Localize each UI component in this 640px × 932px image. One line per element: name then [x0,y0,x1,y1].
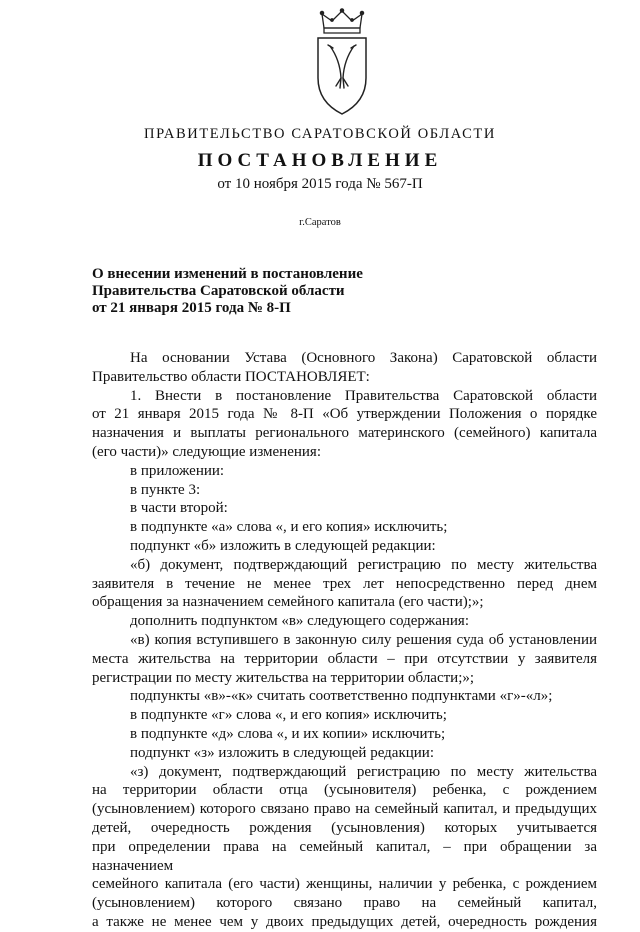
document-city: г.Саратов [299,217,341,228]
body-line: «б) документ, подтверждающий регистрацию по месту жительства [130,556,597,573]
body-line: подпункты «в»-«к» считать соответственно подпунктами «г»-«л»; [130,688,553,705]
body-line: На основании Устава (Основного Закона) Саратовской области [130,350,597,366]
body-line: семейного капитала (его части) женщины, наличии у ребенка, с рождением [92,876,597,893]
subject-line: О внесении изменений в постановление [92,266,363,282]
body-line: в пункте 3: [130,481,201,498]
body-line: подпункт «б» изложить в следующей редакции: [130,537,436,554]
body-line: «з) документ, подтверждающий регистрацию по месту жительства [130,763,597,780]
body-line: назначения и выплаты регионального материнского (семейного) капитала [92,425,597,442]
body-line: а также не менее чем у двоих предыдущих детей, очередность рождения [92,913,597,930]
document-type-title: ПОСТАНОВЛЕНИЕ [197,150,443,171]
body-line: (усыновлением) которого связано право на семейный капитал, [92,895,597,912]
government-name: ПРАВИТЕЛЬСТВО САРАТОВСКОЙ ОБЛАСТИ [144,126,496,142]
body-line: детей, очередность рождения (усыновления) которых учитывается [92,819,597,836]
body-line: в подпункте «а» слова «, и его копия» исключить; [130,519,448,536]
body-line: регистрации по месту жительства на территории области;»; [92,669,475,686]
subject-line: от 21 января 2015 года № 8-П [92,300,291,316]
body-line: в части второй: [130,500,228,517]
body-line: Правительство области ПОСТАНОВЛЯЕТ: [92,368,370,385]
saratov-coat-of-arms-icon [310,8,374,118]
document-body [92,349,597,932]
document-subject [92,266,363,317]
body-line: подпункт «з» изложить в следующей редакции: [130,744,434,761]
body-line: 1. Внести в постановление Правительства Саратовской области [130,387,597,404]
body-line: «в) копия вступившего в законную силу решения суда об установлении [130,631,597,648]
body-line: при определении права на семейный капитал, – при обращении за назначением [92,838,597,874]
body-line: в приложении: [130,462,225,479]
body-line: места жительства на территории области – при отсутствии у заявителя [92,650,597,667]
body-line: от 21 января 2015 года № 8-П «Об утверждении Положения о порядке [92,406,597,423]
body-line: (усыновлением) которого связано право на семейный капитал, и предыдущих [92,801,597,818]
subject-line: Правительства Саратовской области [92,283,345,299]
body-line: в подпункте «д» слова «, и их копии» исключить; [130,725,446,742]
body-line: на территории области отца (усыновителя) ребенка, с рождением [92,782,597,799]
document-date-number: от 10 ноября 2015 года № 567-П [217,176,423,192]
body-line: заявителя в течение не менее трех лет непосредственно перед днем [92,575,597,592]
body-line: обращения за назначением семейного капитала (его части);»; [92,594,484,611]
body-line: в подпункте «г» слова «, и его копия» исключить; [130,707,447,724]
body-line: дополнить подпунктом «в» следующего содержания: [130,613,470,630]
body-line: (его части)» следующие изменения: [92,443,321,460]
